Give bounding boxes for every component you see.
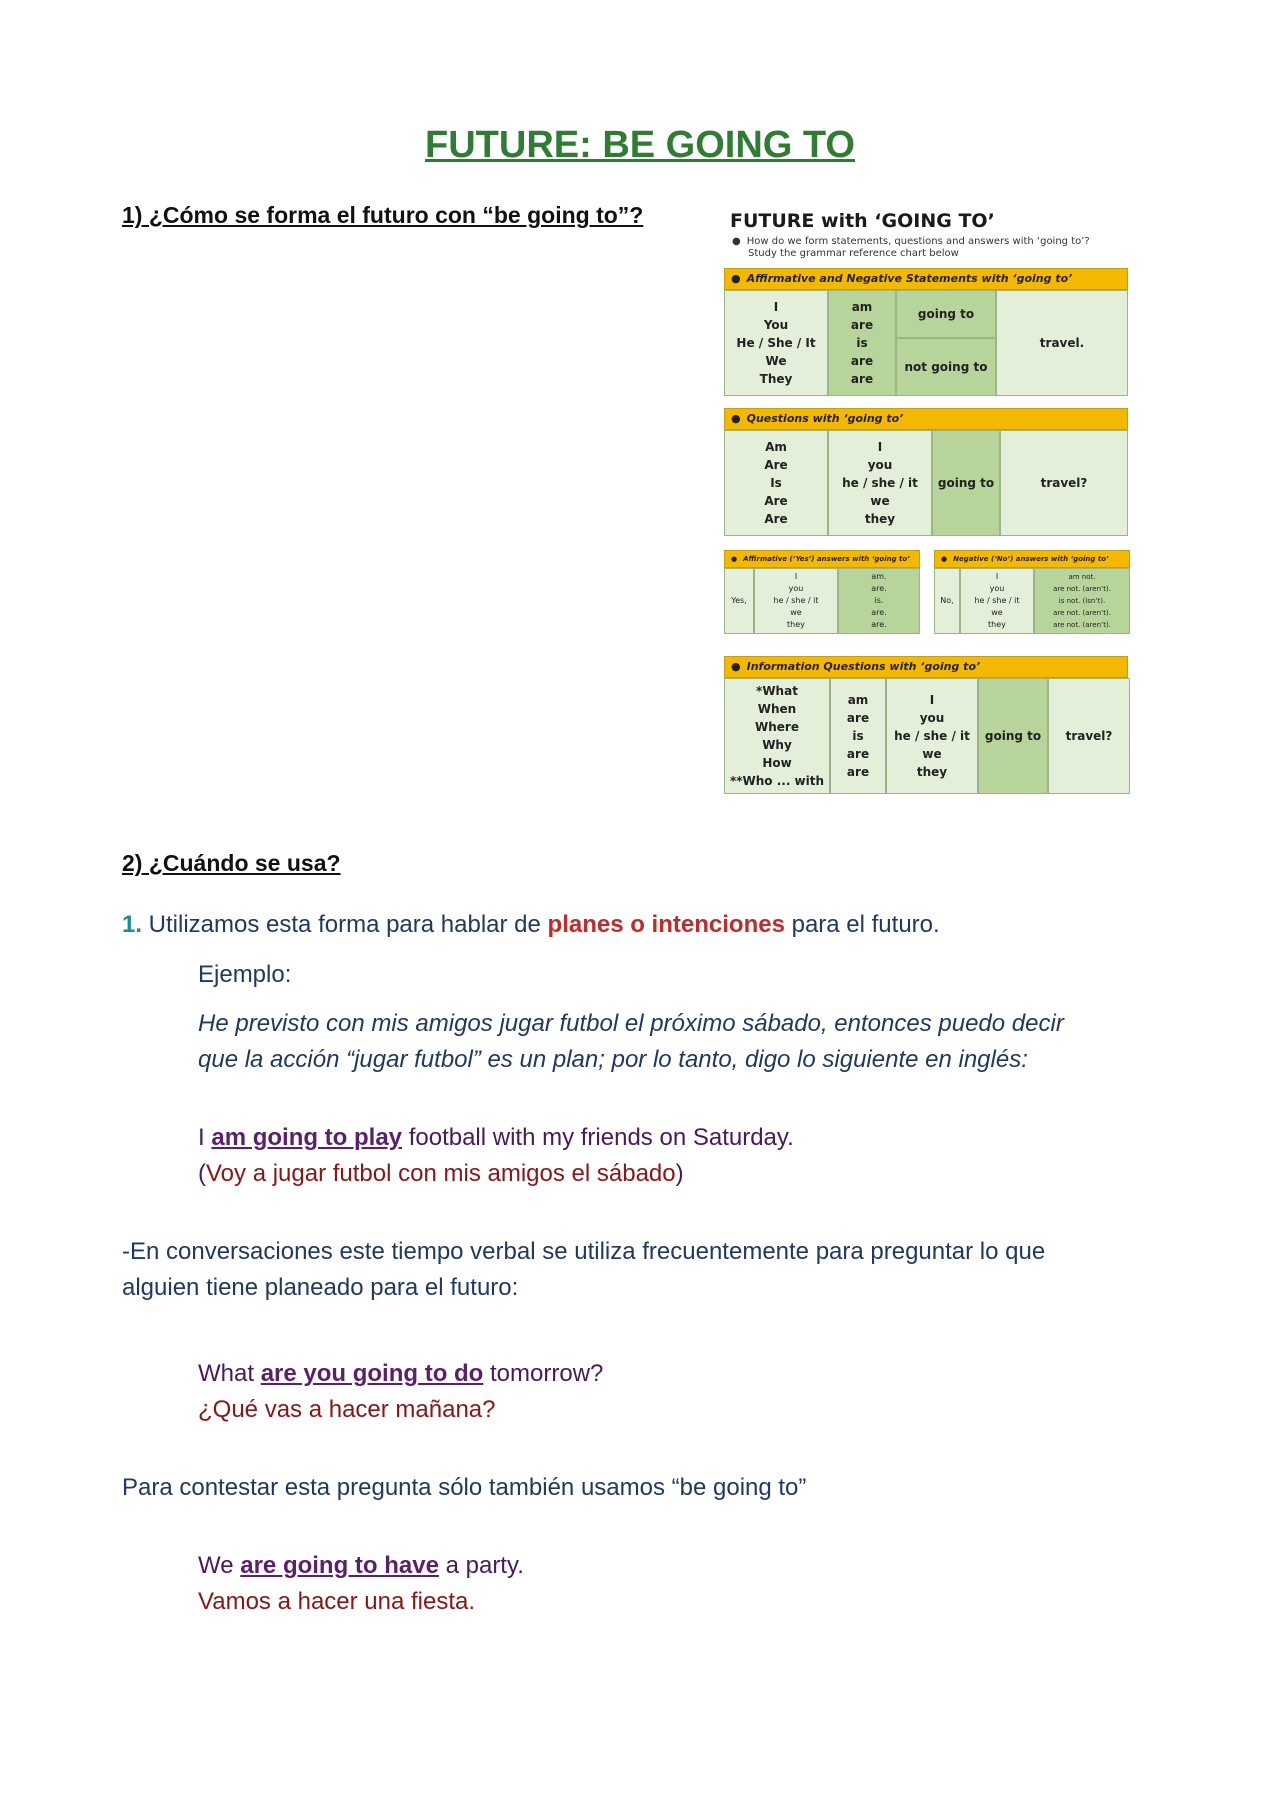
statements-end: travel. — [996, 290, 1128, 396]
questions-going-to: going to — [932, 430, 1000, 536]
point1 — [122, 907, 940, 943]
yes-answers-subjects: I you he / she / it we they — [754, 568, 838, 634]
yes-answers-verbs: am. are. is. are. are. — [838, 568, 920, 634]
questions-subjects: I you he / she / it we they — [828, 430, 932, 536]
no-answers-heading: ● Negative (‘No’) answers with ‘going to’ — [934, 550, 1130, 568]
no-answers-lead: No, — [934, 568, 960, 634]
statements-heading: ● Affirmative and Negative Statements with ‘going to’ — [724, 268, 1128, 290]
page-title: FUTURE: BE GOING TO — [425, 124, 855, 166]
info-questions-verbs: am are is are are — [830, 678, 886, 794]
questions-heading: ● Questions with ‘going to’ — [724, 408, 1128, 430]
no-answers-verbs: am not. are not. (aren’t). is not. (isn’t). are not. (aren’t). are not. (aren’t). — [1034, 568, 1130, 634]
info-questions-end: travel? — [1048, 678, 1130, 794]
chart-title: FUTURE with ‘GOING TO’ — [730, 210, 995, 232]
no-answers-subjects: I you he / she / it we they — [960, 568, 1034, 634]
info-questions-subjects: I you he / she / it we they — [886, 678, 978, 794]
info-questions-words: *What When Where Why How **Who ... with — [724, 678, 830, 794]
example-label: Ejemplo: — [198, 961, 292, 988]
yes-answers-lead: Yes, — [724, 568, 754, 634]
answer-intro: Para contestar esta pregunta sólo también usamos “be going to” — [122, 1474, 807, 1501]
sentence-3: We are going to have a party. — [198, 1552, 524, 1579]
chart-note-line2: Study the grammar reference chart below — [748, 248, 959, 259]
point1-text-a: Utilizamos esta forma para hablar de — [142, 911, 548, 938]
statements-going-to: going to — [896, 290, 996, 338]
section1-heading: 1) ¿Cómo se forma el futuro con “be going to”? — [122, 202, 644, 228]
point1-highlight: planes o intenciones — [547, 911, 785, 938]
yes-answers-heading: ● Affirmative (‘Yes’) answers with ‘going to’ — [724, 550, 920, 568]
sentence-2-key: are you going to do — [260, 1360, 484, 1387]
info-questions-heading: ● Information Questions with ‘going to’ — [724, 656, 1128, 678]
statements-not-going-to: not going to — [896, 338, 996, 396]
questions-end: travel? — [1000, 430, 1128, 536]
sentence-2: What are you going to do tomorrow? — [198, 1360, 604, 1387]
example-line-2: que la acción “jugar futbol” es un plan; por lo tanto, digo lo siguiente en inglés: — [198, 1046, 1028, 1073]
statements-verbs: am are is are are — [828, 290, 896, 396]
questions-verbs: Am Are Is Are Are — [724, 430, 828, 536]
translation-3: Vamos a hacer una fiesta. — [198, 1588, 476, 1615]
info-questions-going-to: going to — [978, 678, 1048, 794]
sentence-3-key: are going to have — [240, 1552, 439, 1579]
sentence-1: I am going to play football with my friends on Saturday. — [198, 1124, 794, 1151]
translation-2: ¿Qué vas a hacer mañana? — [198, 1396, 496, 1423]
conversation-line-2: alguien tiene planeado para el futuro: — [122, 1274, 519, 1301]
sentence-1-key: am going to play — [211, 1124, 403, 1151]
point1-text-b: para el futuro. — [784, 911, 940, 938]
example-line-1: He previsto con mis amigos jugar futbol el próximo sábado, entonces puedo decir — [198, 1010, 1064, 1037]
point1-number: 1. — [122, 911, 143, 938]
conversation-line-1: -En conversaciones este tiempo verbal se utiliza frecuentemente para preguntar lo que — [122, 1238, 1046, 1265]
statements-subjects: I You He / She / It We They — [724, 290, 828, 396]
grammar-chart — [722, 208, 1132, 798]
translation-1: (Voy a jugar futbol con mis amigos el sábado) — [198, 1160, 684, 1187]
chart-note-line1: How do we form statements, questions and answers with ‘going to’? — [746, 236, 1090, 247]
section2-heading: 2) ¿Cuándo se usa? — [122, 850, 341, 876]
chart-note: ● How do we form statements, questions and answers with ‘going to’? Study the grammar reference chart below — [732, 236, 1132, 260]
